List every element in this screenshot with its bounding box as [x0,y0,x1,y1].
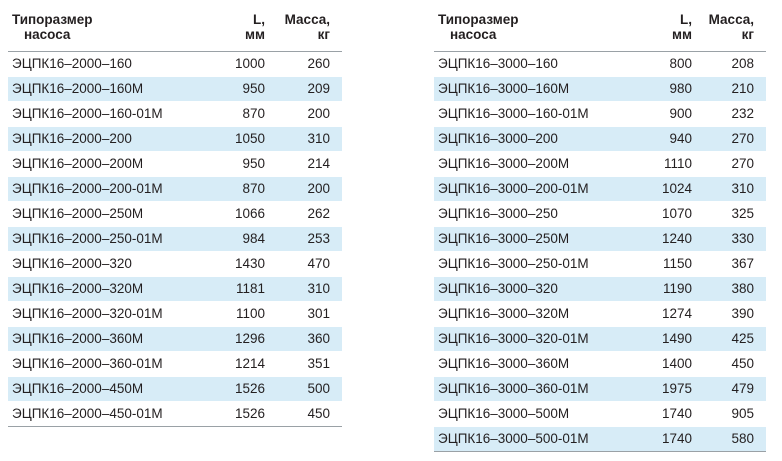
pump-size-cell: ЭЦПК16–3000–250М [434,226,646,251]
table-row [434,351,766,376]
table-row [434,401,766,426]
table-row [8,176,342,201]
table-row [8,151,342,176]
mass-cell: 330 [692,226,766,251]
length-cell: 800 [646,51,692,76]
mass-cell: 200 [265,176,342,201]
col-header-mass [265,8,342,51]
mass-cell: 214 [265,151,342,176]
table-row [434,151,766,176]
mass-cell: 360 [265,326,342,351]
length-cell: 1066 [213,201,265,226]
length-cell: 950 [213,151,265,176]
table-header-row [8,8,342,51]
pump-size-cell: ЭЦПК16–2000–160М [8,76,213,101]
table-row [8,101,342,126]
mass-cell: 351 [265,351,342,376]
table-row [434,226,766,251]
mass-cell: 390 [692,301,766,326]
length-cell: 1100 [213,301,265,326]
length-cell: 870 [213,101,265,126]
pump-size-cell: ЭЦПК16–2000–320М [8,276,213,301]
table-row [8,276,342,301]
pump-size-cell: ЭЦПК16–3000–250 [434,201,646,226]
col-header-pump-size-line2: насоса [24,27,71,42]
pump-size-cell: ЭЦПК16–3000–160 [434,51,646,76]
table-row [8,126,342,151]
pump-table-3000-body [434,51,766,451]
mass-cell: 425 [692,326,766,351]
pump-size-cell: ЭЦПК16–2000–250М [8,201,213,226]
col-header-mass-line2: кг [317,27,330,42]
col-header-pump-size [8,8,213,51]
pump-size-cell: ЭЦПК16–2000–450-01М [8,401,213,426]
pump-size-cell: ЭЦПК16–3000–500М [434,401,646,426]
pump-size-cell: ЭЦПК16–3000–320М [434,301,646,326]
length-cell: 1740 [646,426,692,451]
col-header-length-line1: L, [680,12,692,27]
length-cell: 1110 [646,151,692,176]
mass-cell: 450 [265,401,342,426]
col-header-length-line2: мм [672,27,692,42]
pump-size-cell: ЭЦПК16–2000–200М [8,151,213,176]
mass-cell: 310 [265,276,342,301]
table-row [434,176,766,201]
pump-size-cell: ЭЦПК16–3000–360М [434,351,646,376]
length-cell: 1526 [213,401,265,426]
table-row [434,301,766,326]
table-row [434,126,766,151]
pump-size-cell: ЭЦПК16–3000–360-01М [434,376,646,401]
col-header-pump-size-line1: Типоразмер [438,12,519,27]
table-row [434,51,766,76]
length-cell: 1190 [646,276,692,301]
length-cell: 900 [646,101,692,126]
mass-cell: 208 [692,51,766,76]
mass-cell: 253 [265,226,342,251]
table-row [8,376,342,401]
table-row [434,201,766,226]
pump-size-cell: ЭЦПК16–2000–200-01М [8,176,213,201]
mass-cell: 270 [692,126,766,151]
length-cell: 1740 [646,401,692,426]
length-cell: 1430 [213,251,265,276]
mass-cell: 310 [692,176,766,201]
length-cell: 1274 [646,301,692,326]
pump-size-cell: ЭЦПК16–3000–160-01М [434,101,646,126]
length-cell: 870 [213,176,265,201]
length-cell: 980 [646,76,692,101]
length-cell: 950 [213,76,265,101]
table-header-row [434,8,766,51]
col-header-mass-line2: кг [741,27,754,42]
length-cell: 984 [213,226,265,251]
pump-size-cell: ЭЦПК16–2000–360М [8,326,213,351]
mass-cell: 450 [692,351,766,376]
length-cell: 1181 [213,276,265,301]
pump-size-cell: ЭЦПК16–2000–160-01М [8,101,213,126]
col-header-mass [692,8,766,51]
pump-size-cell: ЭЦПК16–2000–360-01М [8,351,213,376]
table-row [8,326,342,351]
pump-size-cell: ЭЦПК16–3000–200 [434,126,646,151]
pump-size-cell: ЭЦПК16–2000–320 [8,251,213,276]
table-row [8,301,342,326]
pump-size-cell: ЭЦПК16–2000–250-01М [8,226,213,251]
table-row [434,76,766,101]
col-header-pump-size-line2: насоса [450,27,497,42]
col-header-pump-size [434,8,646,51]
pump-size-cell: ЭЦПК16–3000–250-01М [434,251,646,276]
length-cell: 1400 [646,351,692,376]
col-header-length-line1: L, [253,12,265,27]
mass-cell: 479 [692,376,766,401]
length-cell: 1150 [646,251,692,276]
mass-cell: 260 [265,51,342,76]
pump-size-cell: ЭЦПК16–2000–160 [8,51,213,76]
table-row [434,326,766,351]
mass-cell: 262 [265,201,342,226]
mass-cell: 905 [692,401,766,426]
length-cell: 1024 [646,176,692,201]
pump-size-cell: ЭЦПК16–3000–500-01М [434,426,646,451]
length-cell: 1050 [213,126,265,151]
table-row [434,426,766,451]
col-header-pump-size-line1: Типоразмер [12,12,93,27]
col-header-mass-line1: Масса, [708,12,754,27]
table-row [8,251,342,276]
mass-cell: 325 [692,201,766,226]
col-header-length [213,8,265,51]
pump-size-cell: ЭЦПК16–3000–200-01М [434,176,646,201]
pump-size-cell: ЭЦПК16–2000–320-01М [8,301,213,326]
table-row [434,101,766,126]
pump-size-cell: ЭЦПК16–2000–200 [8,126,213,151]
mass-cell: 301 [265,301,342,326]
col-header-length-line2: мм [245,27,265,42]
length-cell: 1526 [213,376,265,401]
pump-table-2000 [8,8,342,427]
table-row [8,351,342,376]
length-cell: 1000 [213,51,265,76]
mass-cell: 470 [265,251,342,276]
pump-size-cell: ЭЦПК16–2000–450М [8,376,213,401]
table-row [8,201,342,226]
mass-cell: 200 [265,101,342,126]
col-header-length [646,8,692,51]
pump-size-cell: ЭЦПК16–3000–320-01М [434,326,646,351]
mass-cell: 580 [692,426,766,451]
mass-cell: 380 [692,276,766,301]
mass-cell: 367 [692,251,766,276]
table-row [8,51,342,76]
table-row [8,401,342,426]
mass-cell: 310 [265,126,342,151]
length-cell: 940 [646,126,692,151]
length-cell: 1240 [646,226,692,251]
length-cell: 1975 [646,376,692,401]
length-cell: 1214 [213,351,265,376]
pump-table-2000-body [8,51,342,426]
mass-cell: 210 [692,76,766,101]
table-row [434,376,766,401]
table-row [8,76,342,101]
mass-cell: 500 [265,376,342,401]
pump-size-cell: ЭЦПК16–3000–160М [434,76,646,101]
length-cell: 1070 [646,201,692,226]
length-cell: 1296 [213,326,265,351]
table-row [434,276,766,301]
pump-size-cell: ЭЦПК16–3000–200М [434,151,646,176]
length-cell: 1490 [646,326,692,351]
pump-table-3000 [434,8,766,452]
mass-cell: 209 [265,76,342,101]
table-row [8,226,342,251]
mass-cell: 232 [692,101,766,126]
pump-size-cell: ЭЦПК16–3000–320 [434,276,646,301]
table-row [434,251,766,276]
col-header-mass-line1: Масса, [284,12,330,27]
mass-cell: 270 [692,151,766,176]
